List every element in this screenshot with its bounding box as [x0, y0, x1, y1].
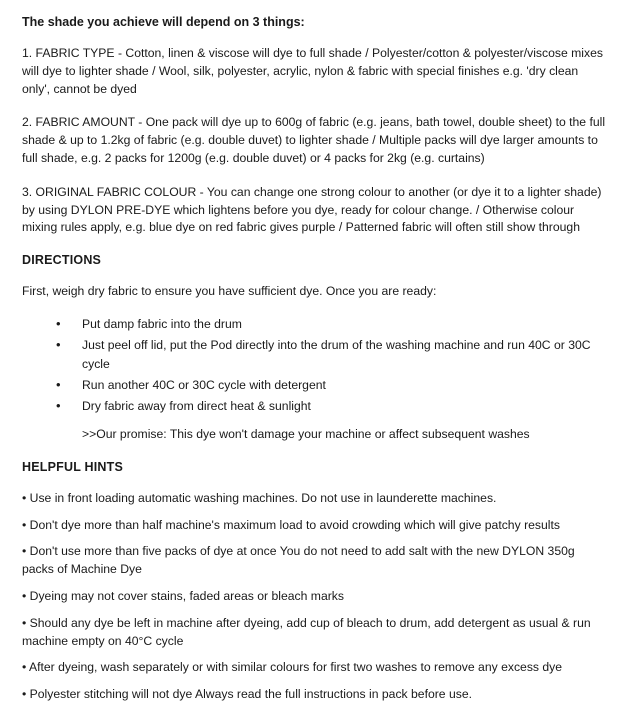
- directions-step-list: [22, 315, 608, 415]
- bullet-icon: •: [56, 337, 61, 353]
- bullet-icon: •: [56, 398, 61, 414]
- paragraph-fabric-amount: 2. FABRIC AMOUNT - One pack will dye up to 600g of fabric (e.g. jeans, bath towel, double sheet) to the full shade & up to 1.2kg of fabric (e.g. double duvet) to lighter shade / Multiple packs will dye larger amounts to full shade, e.g. 2 packs for 1200g (e.g. double duvet) or 4 packs for 2kg (e.g. curtains): [22, 115, 606, 165]
- hint-item: • After dyeing, wash separately or with similar colours for first two washes to remove any excess dye: [22, 660, 563, 675]
- list-item-label: Just peel off lid, put the Pod directly into the drum of the washing machine and run 40C or 30C cycle: [82, 338, 591, 371]
- hint-item: • Don't use more than five packs of dye at once You do not need to add salt with the new DYLON 350g packs of Machine Dye: [22, 544, 575, 577]
- list-item: [22, 397, 608, 415]
- paragraph-original-fabric-colour: 3. ORIGINAL FABRIC COLOUR - You can change one strong colour to another (or dye it to a lighter shade) by using DYLON PRE-DYE which lightens before you dye, ready for colour change. / Otherwise colour mixing rules apply, e.g. blue dye on red fabric gives purple / Patterned fabric will often still show through: [22, 184, 602, 235]
- hint-item: • Should any dye be left in machine after dyeing, add cup of bleach to drum, add detergent as usual & run machine empty on 40°C cycle: [22, 615, 591, 648]
- directions-lead: First, weigh dry fabric to ensure you have sufficient dye. Once you are ready:: [22, 284, 437, 299]
- hint-item: • Use in front loading automatic washing machines. Do not use in launderette machines.: [22, 490, 497, 505]
- list-item-label: Put damp fabric into the drum: [82, 317, 242, 331]
- helpful-hints-heading: HELPFUL HINTS: [22, 459, 123, 474]
- helpful-hints-list: [22, 490, 608, 704]
- list-item-label: Dry fabric away from direct heat & sunlight: [82, 399, 311, 414]
- list-item: [22, 336, 608, 373]
- paragraph-fabric-type: 1. FABRIC TYPE - Cotton, linen & viscose will dye to full shade / Polyester/cotton & polyester/viscose mixes will dye to lighter shade / Wool, silk, polyester, acrylic, nylon & fabric with special finishes e.g. 'dry clean only', cannot be dyed: [22, 45, 603, 96]
- hint-item: • Polyester stitching will not dye Always read the full instructions in pack before use.: [22, 687, 473, 702]
- promise-text: >>Our promise: This dye won't damage your machine or affect subsequent washes: [82, 427, 530, 442]
- hint-item: • Dyeing may not cover stains, faded areas or bleach marks: [22, 589, 344, 604]
- page-title: The shade you achieve will depend on 3 things:: [22, 15, 305, 29]
- directions-heading: DIRECTIONS: [22, 253, 102, 268]
- hint-item: • Don't dye more than half machine's maximum load to avoid crowding which will give patchy results: [22, 517, 560, 532]
- list-item: [22, 376, 608, 394]
- list-item-label: Run another 40C or 30C cycle with detergent: [82, 377, 326, 392]
- bullet-icon: •: [56, 316, 61, 331]
- list-item: [22, 315, 608, 333]
- bullet-icon: •: [56, 376, 61, 392]
